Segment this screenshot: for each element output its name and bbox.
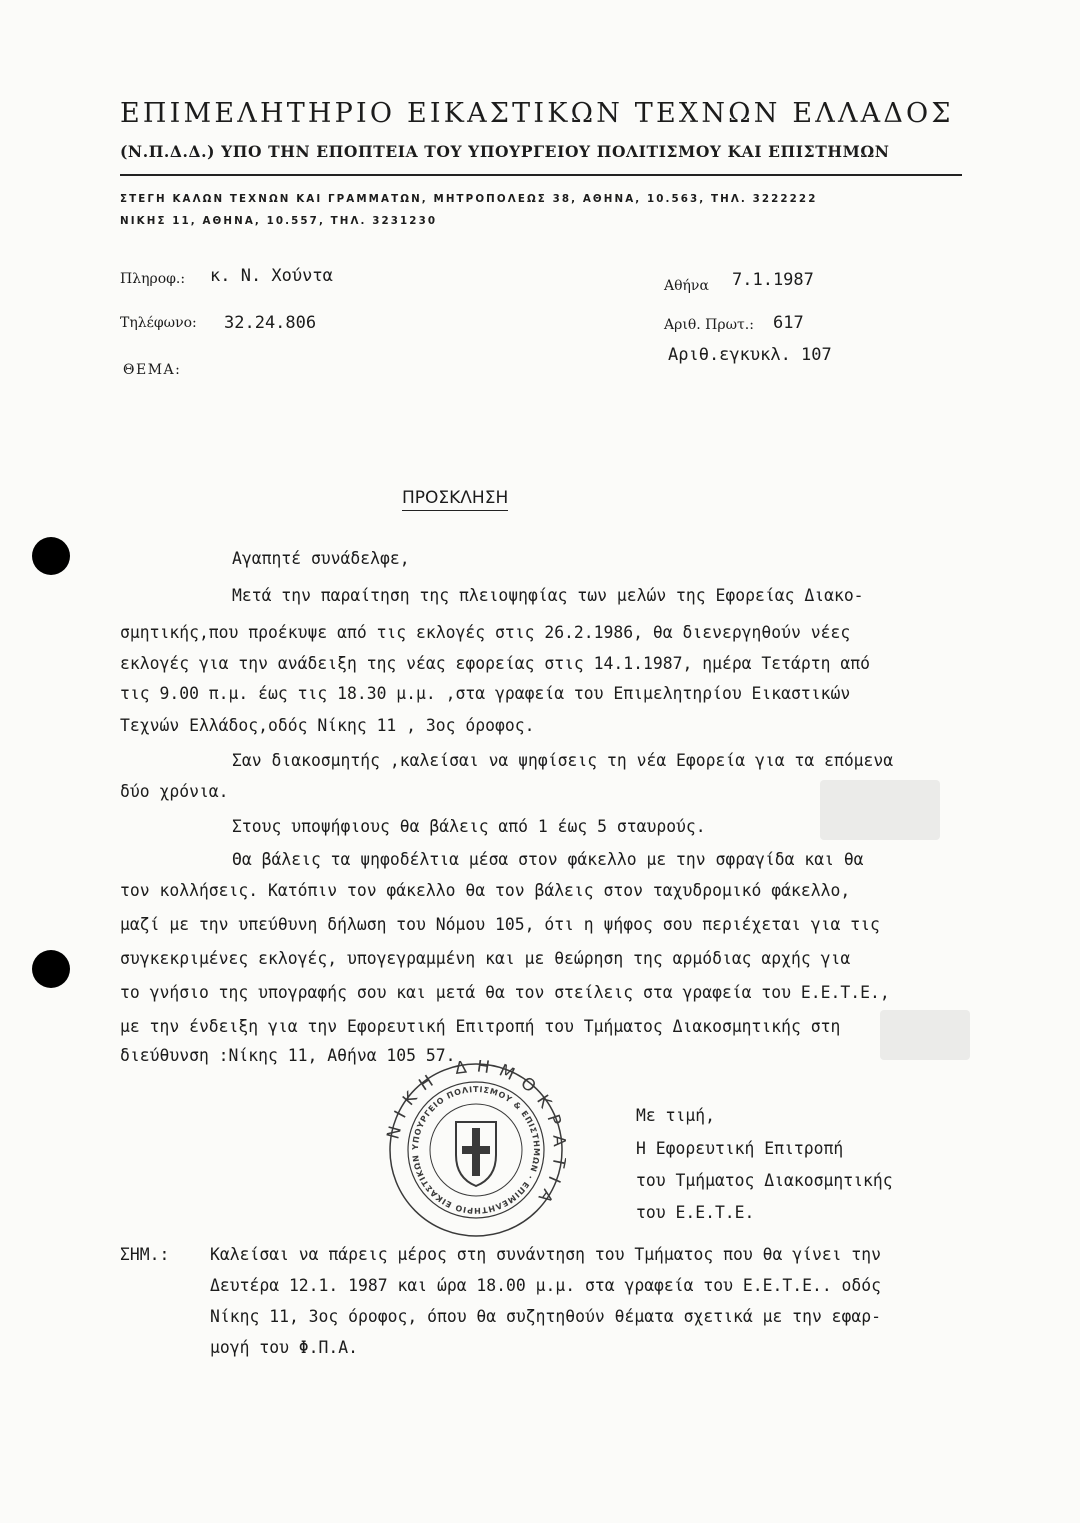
body-line: με την ένδειξη για την Εφορευτική Επιτροπή του Τμήματος Διακοσμητικής στη [120, 1017, 841, 1036]
place-label: Αθήνα [664, 278, 709, 294]
body-line: Τεχνών Ελλάδος,οδός Νίκης 11 , 3ος όροφος. [120, 716, 535, 735]
body-line: εκλογές για την ανάδειξη της νέας εφορείας στις 14.1.1987, ημέρα Τετάρτη από [120, 654, 870, 673]
circular-number: Αριθ.εγκυκλ. 107 [668, 345, 832, 365]
signature-line: Με τιμή, [636, 1106, 715, 1125]
protocol-value: 617 [773, 313, 804, 333]
body-line: μαζί με την υπεύθυνη δήλωση του Νόμου 105, ότι η ψήφος σου περιέχεται για τις [120, 915, 880, 934]
svg-text:ΝΙΚΗ ΔΗΜΟΚΡΑΤΙΑ: ΙΚΗ ΔΗΜΟΚΡ ΙΑ [390, 1060, 566, 1214]
body-line: Αγαπητέ συνάδελφε, [232, 549, 410, 568]
note-label: ΣΗΜ.: [120, 1245, 170, 1264]
body-line: Μετά την παραίτηση της πλειοψηφίας των μελών της Εφορείας Διακο- [232, 586, 864, 605]
body-line: Στους υποψήφιους θα βάλεις από 1 έως 5 σταυρούς. [232, 817, 706, 836]
protocol-label: Αριθ. Πρωτ.: [664, 317, 754, 333]
letterhead-rule [120, 174, 962, 176]
note-line: Δευτέρα 12.1. 1987 και ώρα 18.00 μ.μ. στα γραφεία του Ε.Ε.Τ.Ε.. οδός [210, 1276, 882, 1295]
body-line: τις 9.00 π.μ. έως τις 18.30 μ.μ. ,στα γραφεία του Επιμελητηρίου Εικαστικών [120, 684, 851, 703]
official-stamp [386, 1060, 566, 1244]
letterhead-address-2: ΝΙΚΗΣ 11, ΑΘΗΝΑ, 10.557, ΤΗΛ. 3231230 [120, 215, 438, 227]
subject-label: ΘΕΜΑ: [123, 362, 182, 378]
body-line: σμητικής,που προέκυψε από τις εκλογές στις 26.2.1986, θα διενεργηθούν νέες [120, 623, 851, 642]
info-label: Πληροφ.: [120, 271, 186, 287]
body-line: δύο χρόνια. [120, 782, 229, 801]
scan-smudge [820, 780, 940, 840]
signature-line: του Τμήματος Διακοσμητικής [636, 1171, 893, 1190]
letterhead-subtitle: (Ν.Π.Δ.Δ.) ΥΠΟ ΤΗΝ ΕΠΟΠΤΕΙΑ ΤΟΥ ΥΠΟΥΡΓΕΙΟΥ ΠΟΛΙΤΙΣΜΟΥ ΚΑΙ ΕΠΙΣΤΗΜΩΝ [120, 142, 890, 161]
body-line: συγκεκριμένες εκλογές, υπογεγραμμένη και με θεώρηση της αρμόδιας αρχής για [120, 949, 851, 968]
phone-value: 32.24.806 [224, 313, 317, 333]
body-line: τον κολλήσεις. Κατόπιν τον φάκελλο θα τον βάλεις στον ταχυδρομικό φάκελλο, [120, 881, 851, 900]
letter-title: ΠΡΟΣΚΛΗΣΗ [402, 488, 508, 511]
letter-date: 7.1.1987 [732, 270, 814, 290]
stamp-seal [386, 1060, 566, 1240]
letterhead-title: ΕΠΙΜΕΛΗΤΗΡΙΟ ΕΙΚΑΣΤΙΚΩΝ ΤΕΧΝΩΝ ΕΛΛΑΔΟΣ [120, 98, 954, 129]
svg-text:ΥΠΟΥΡΓΕΙΟ ΠΟΛΙΤΙΣΜΟΥ & ΕΠΙΣΤΗΜ: ΥΠΟΥΡΓΕΙΟ ΠΟΛΙΤΙΣΜΟΥ & ΕΠΙΣΤΗΜΩΝ · ΕΠΙΜΕΛΗΤΗΡΙΟ ΕΙΚΑΣΤΙΚΩΝ [410, 1084, 542, 1216]
signature-line: Η Εφορευτική Επιτροπή [636, 1139, 844, 1158]
letterhead-address-1: ΣΤΕΓΗ ΚΑΛΩΝ ΤΕΧΝΩΝ ΚΑΙ ΓΡΑΜΜΑΤΩΝ, ΜΗΤΡΟΠΟΛΕΩΣ 38, ΑΘΗΝΑ, 10.563, ΤΗΛ. 3222222 [120, 193, 818, 205]
signature-line: του Ε.Ε.Τ.Ε. [636, 1203, 755, 1222]
body-line: διεύθυνση :Νίκης 11, Αθήνα 105 57. [120, 1046, 456, 1065]
punch-hole [32, 537, 70, 575]
note-line: Καλείσαι να πάρεις μέρος στη συνάντηση του Τμήματος που θα γίνει την [210, 1245, 882, 1264]
body-line: Θα βάλεις τα ψηφοδέλτια μέσα στον φάκελλο με την σφραγίδα και θα [232, 850, 864, 869]
scan-smudge [880, 1010, 970, 1060]
info-value: κ. Ν. Χούντα [210, 266, 333, 286]
punch-hole [32, 950, 70, 988]
note-line: μογή του Φ.Π.Α. [210, 1338, 359, 1357]
body-line: Σαν διακοσμητής ,καλείσαι να ψηφίσεις τη νέα Εφορεία για τα επόμενα [232, 751, 894, 770]
phone-label: Τηλέφωνο: [120, 315, 197, 331]
body-line: το γνήσιο της υπογραφής σου και μετά θα τον στείλεις στα γραφεία του Ε.Ε.Τ.Ε., [120, 983, 890, 1002]
note-line: Νίκης 11, 3ος όροφος, όπου θα συζητηθούν θέματα σχετικά με την εφαρ- [210, 1307, 882, 1326]
